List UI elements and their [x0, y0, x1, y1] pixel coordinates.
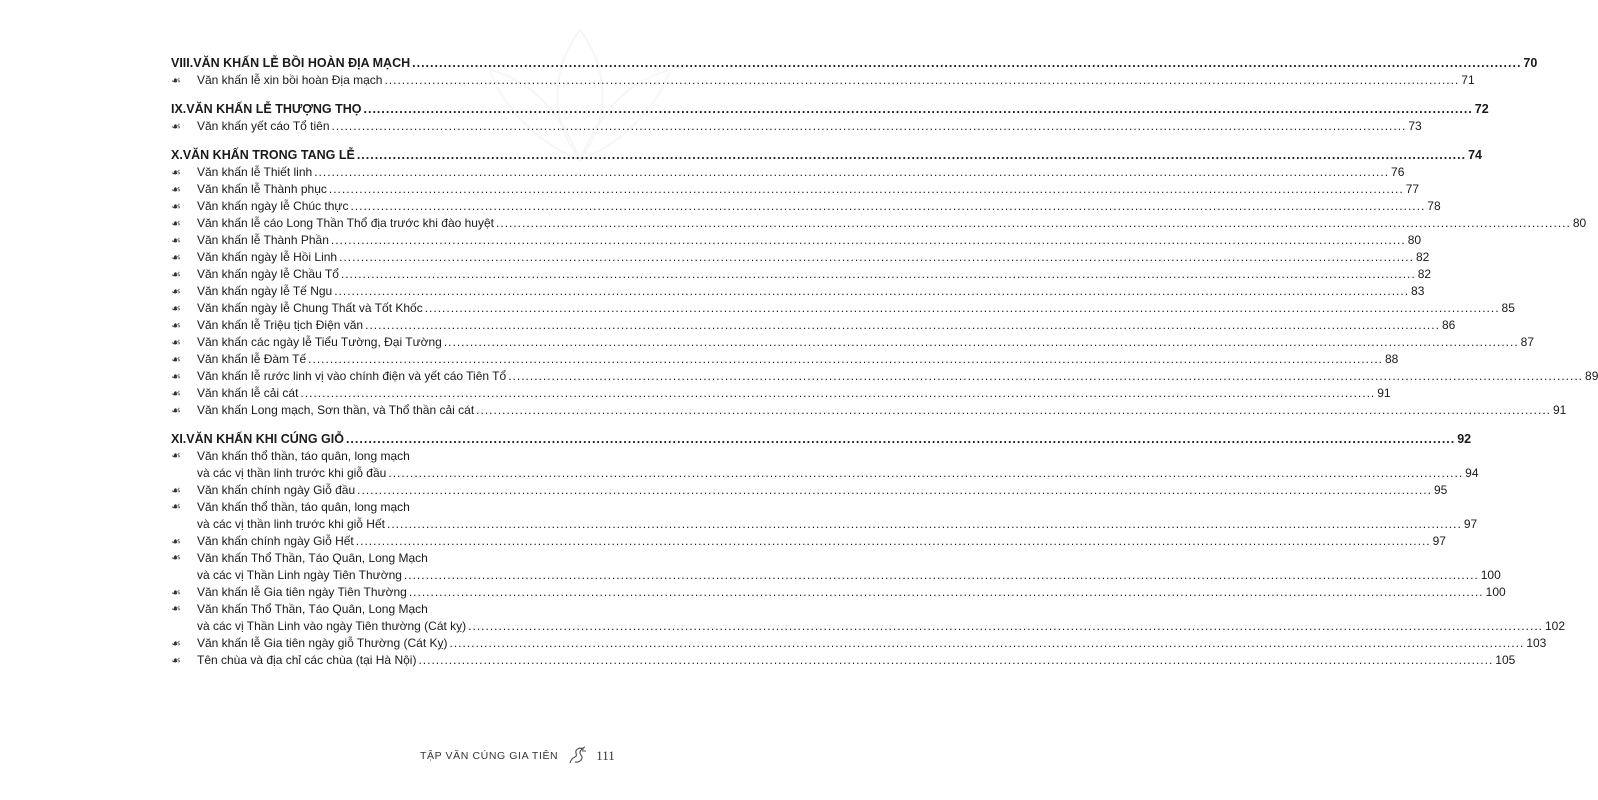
entry-page-number: 76: [1391, 165, 1405, 179]
scroll-bullet-icon: ☙: [171, 201, 181, 213]
entry-page-number: 73: [1408, 119, 1422, 133]
entry-page-number: 82: [1415, 250, 1430, 264]
scroll-bullet-icon: ☙: [171, 235, 181, 247]
scroll-bullet-icon: ☙: [171, 501, 181, 513]
entry-page-number: 77: [1405, 182, 1420, 196]
section-heading: [171, 55, 1538, 72]
dragon-ornament-icon: [566, 745, 588, 767]
dot-leader: [425, 300, 1500, 317]
toc-entry: [171, 533, 1446, 550]
toc-entry: [171, 164, 1405, 181]
dot-leader: [356, 533, 1431, 550]
scroll-bullet-icon: ☙: [171, 167, 181, 179]
scroll-bullet-icon: ☙: [171, 552, 181, 564]
entry-title: Văn khấn chính ngày Giỗ Hết: [197, 534, 354, 548]
entry-page-number: 91: [1553, 403, 1567, 417]
entry-page-number: 95: [1433, 483, 1448, 497]
dot-leader: [449, 635, 1524, 652]
entry-body: [197, 448, 1479, 482]
toc-entry: [171, 635, 1547, 652]
entry-page-number: 83: [1411, 284, 1425, 298]
toc-entry: [171, 300, 1515, 317]
section-heading: [171, 147, 1482, 164]
dot-leader: [365, 317, 1440, 334]
toc-section: [171, 55, 1538, 89]
dot-leader: [418, 652, 1493, 669]
section-title: VĂN KHẤN TRONG TANG LỄ: [182, 148, 355, 162]
toc-entry: [171, 198, 1441, 215]
entry-page-number: 100: [1480, 568, 1501, 582]
entry-title-cont: và các vị Thần Linh vào ngày Tiên thường (Cát kỵ): [197, 619, 467, 633]
entry-page-number: 89: [1585, 369, 1598, 383]
scroll-bullet-icon: ☙: [171, 75, 181, 87]
section-number: VIII.: [171, 56, 194, 70]
entry-title: Văn khấn chính ngày Giỗ đầu: [197, 483, 356, 497]
page-number: 111: [596, 748, 615, 763]
entry-title: Văn khấn lễ xin bồi hoàn Địa mạch: [197, 73, 383, 87]
entry-page-number: 88: [1385, 352, 1399, 366]
section-page-number: 74: [1468, 148, 1482, 162]
dot-leader: [357, 147, 1466, 164]
dot-leader: [496, 215, 1571, 232]
toc-section: [171, 101, 1489, 135]
dot-leader: [476, 402, 1551, 419]
section-title: VĂN KHẤN KHI CÚNG GIỖ: [186, 432, 344, 446]
entry-title-line: Văn khấn Thổ Thần, Táo Quân, Long Mạch: [197, 602, 428, 616]
scroll-bullet-icon: ☙: [171, 269, 181, 281]
entry-title: Văn khấn lễ Triệu tịch Điện văn: [197, 318, 364, 332]
entry-title-cont: và các vị thần linh trước khi giỗ đầu: [197, 466, 387, 480]
entry-title: Tên chùa và địa chỉ các chùa (tại Hà Nội): [197, 653, 417, 667]
toc-entry: [171, 351, 1399, 368]
entry-title-line: [197, 618, 1565, 635]
scroll-bullet-icon: ☙: [171, 655, 181, 667]
scroll-bullet-icon: ☙: [171, 638, 181, 650]
toc-entry: [171, 283, 1425, 300]
dot-leader: [404, 567, 1479, 584]
entry-title: Văn khấn lễ Gia tiên ngày giỗ Thường (Cát Kỵ): [197, 636, 448, 650]
entry-title: Văn khấn lễ Thành Phần: [197, 233, 329, 247]
entry-title-line: Văn khấn Thổ Thần, Táo Quân, Long Mạch: [197, 551, 428, 565]
section-title: VĂN KHẤN LỄ THƯỢNG THỌ: [186, 102, 362, 116]
scroll-bullet-icon: ☙: [171, 485, 181, 497]
toc-entry: [171, 482, 1448, 499]
scroll-bullet-icon: ☙: [171, 371, 181, 383]
dot-leader: [332, 118, 1407, 135]
dot-leader: [308, 351, 1383, 368]
scroll-bullet-icon: ☙: [171, 121, 181, 133]
toc-entry: [171, 118, 1422, 135]
dot-leader: [387, 516, 1462, 533]
scroll-bullet-icon: ☙: [171, 303, 181, 315]
entry-page-number: 80: [1407, 233, 1422, 247]
scroll-bullet-icon: ☙: [171, 388, 181, 400]
dot-leader: [314, 164, 1389, 181]
entry-title-line: Văn khấn thổ thần, táo quân, long mạch: [197, 500, 410, 514]
section-number: X.: [171, 148, 183, 162]
scroll-bullet-icon: ☙: [171, 587, 181, 599]
dot-leader: [444, 334, 1519, 351]
toc-entry: [171, 249, 1430, 266]
entry-title-line: [197, 567, 1501, 584]
section-heading: [171, 431, 1472, 448]
entry-title: Văn khấn lễ Gia tiên ngày Tiên Thường: [197, 585, 407, 599]
entry-title: Văn khấn yết cáo Tổ tiên: [197, 119, 330, 133]
entry-page-number: 80: [1572, 216, 1587, 230]
toc-entry: [171, 334, 1535, 351]
entry-page-number: 103: [1526, 636, 1547, 650]
entry-title: Văn khấn ngày lễ Chung Thất và Tốt Khốc: [197, 301, 423, 315]
toc-entry: [171, 181, 1420, 198]
entry-title: Văn khấn lễ Thành phục: [197, 182, 327, 196]
toc-entry: [171, 584, 1506, 601]
entry-page-number: 87: [1520, 335, 1535, 349]
entry-title: Văn khấn lễ cải cát: [197, 386, 299, 400]
entry-body: [197, 499, 1477, 533]
toc-entry: [171, 266, 1432, 283]
entry-page-number: 94: [1465, 466, 1479, 480]
dot-leader: [412, 55, 1521, 72]
scroll-bullet-icon: ☙: [171, 184, 181, 196]
toc-entry: [171, 385, 1391, 402]
section-number: XI.: [171, 432, 187, 446]
book-title: TẬP VĂN CÚNG GIA TIÊN: [420, 750, 559, 762]
entry-title: Văn khấn lễ Đàm Tế: [197, 352, 307, 366]
entry-page-number: 82: [1417, 267, 1432, 281]
section-number: IX.: [171, 102, 187, 116]
entry-title: Văn khấn lễ rước linh vị vào chính điện và yết cáo Tiên Tổ: [197, 369, 507, 383]
entry-title-line: Văn khấn thổ thần, táo quân, long mạch: [197, 449, 410, 463]
entry-page-number: 102: [1544, 619, 1566, 633]
entry-title: Văn khấn lễ Thiết linh: [197, 165, 313, 179]
dot-leader: [384, 72, 1459, 89]
entry-title: Văn khấn lễ cáo Long Thần Thổ địa trước khi đào huyệt: [197, 216, 494, 230]
entry-page-number: 85: [1501, 301, 1515, 315]
toc-entry: [171, 368, 1598, 385]
scroll-bullet-icon: ☙: [171, 405, 181, 417]
dot-leader: [350, 198, 1425, 215]
dot-leader: [346, 431, 1455, 448]
scroll-bullet-icon: ☙: [171, 603, 181, 615]
page-footer: [420, 744, 630, 768]
dot-leader: [409, 584, 1484, 601]
dot-leader: [329, 181, 1404, 198]
toc-entry: [171, 317, 1456, 334]
scroll-bullet-icon: ☙: [171, 536, 181, 548]
dot-leader: [331, 232, 1406, 249]
scroll-bullet-icon: ☙: [171, 354, 181, 366]
entry-title-cont: và các vị thần linh trước khi giỗ Hết: [197, 517, 385, 531]
section-heading: [171, 101, 1489, 118]
entry-title-line: [197, 465, 1479, 482]
toc-entry: [171, 601, 1566, 635]
entry-page-number: 97: [1463, 517, 1478, 531]
toc-entry: [171, 652, 1516, 669]
entry-title: Văn khấn ngày lễ Chúc thực: [197, 199, 349, 213]
entry-title: Văn khấn ngày lễ Chầu Tổ: [197, 267, 339, 281]
dot-leader: [468, 618, 1543, 635]
section-page-number: 72: [1474, 102, 1489, 116]
scroll-bullet-icon: ☙: [171, 252, 181, 264]
toc-entry: [171, 550, 1501, 584]
entry-body: [197, 601, 1565, 635]
dot-leader: [339, 249, 1414, 266]
toc-section: [171, 431, 1566, 669]
toc-section: [171, 147, 1598, 419]
dot-leader: [508, 368, 1583, 385]
section-title: VĂN KHẤN LỄ BỒI HOÀN ĐỊA MẠCH: [193, 56, 411, 70]
section-page-number: 70: [1523, 56, 1538, 70]
toc-entry: [171, 402, 1567, 419]
dot-leader: [300, 385, 1375, 402]
scroll-bullet-icon: ☙: [171, 450, 181, 462]
table-of-contents: [171, 55, 1598, 669]
entry-page-number: 105: [1495, 653, 1516, 667]
entry-title: Văn khấn ngày lễ Tế Ngu: [197, 284, 333, 298]
toc-entry: [171, 448, 1479, 482]
toc-entry: [171, 499, 1478, 533]
entry-body: [197, 550, 1501, 584]
scroll-bullet-icon: ☙: [171, 218, 181, 230]
scroll-bullet-icon: ☙: [171, 286, 181, 298]
entry-title: Văn khấn Long mạch, Sơn thần, và Thổ thần cải cát: [197, 403, 475, 417]
toc-entry: [171, 215, 1587, 232]
entry-page-number: 100: [1485, 585, 1506, 599]
entry-page-number: 91: [1377, 386, 1391, 400]
dot-leader: [364, 101, 1473, 118]
entry-page-number: 86: [1441, 318, 1456, 332]
dot-leader: [357, 482, 1432, 499]
entry-title-line: [197, 516, 1477, 533]
dot-leader: [334, 283, 1409, 300]
scroll-bullet-icon: ☙: [171, 337, 181, 349]
toc-entry: [171, 232, 1422, 249]
section-page-number: 92: [1457, 432, 1472, 446]
entry-page-number: 71: [1461, 73, 1475, 87]
dot-leader: [341, 266, 1416, 283]
entry-title-cont: và các vị Thần Linh ngày Tiên Thường: [197, 568, 402, 582]
entry-page-number: 78: [1427, 199, 1441, 213]
toc-entry: [171, 72, 1475, 89]
dot-leader: [388, 465, 1463, 482]
entry-title: Văn khấn ngày lễ Hồi Linh: [197, 250, 338, 264]
entry-title: Văn khấn các ngày lễ Tiểu Tường, Đại Tường: [197, 335, 442, 349]
scroll-bullet-icon: ☙: [171, 320, 181, 332]
entry-page-number: 97: [1432, 534, 1446, 548]
